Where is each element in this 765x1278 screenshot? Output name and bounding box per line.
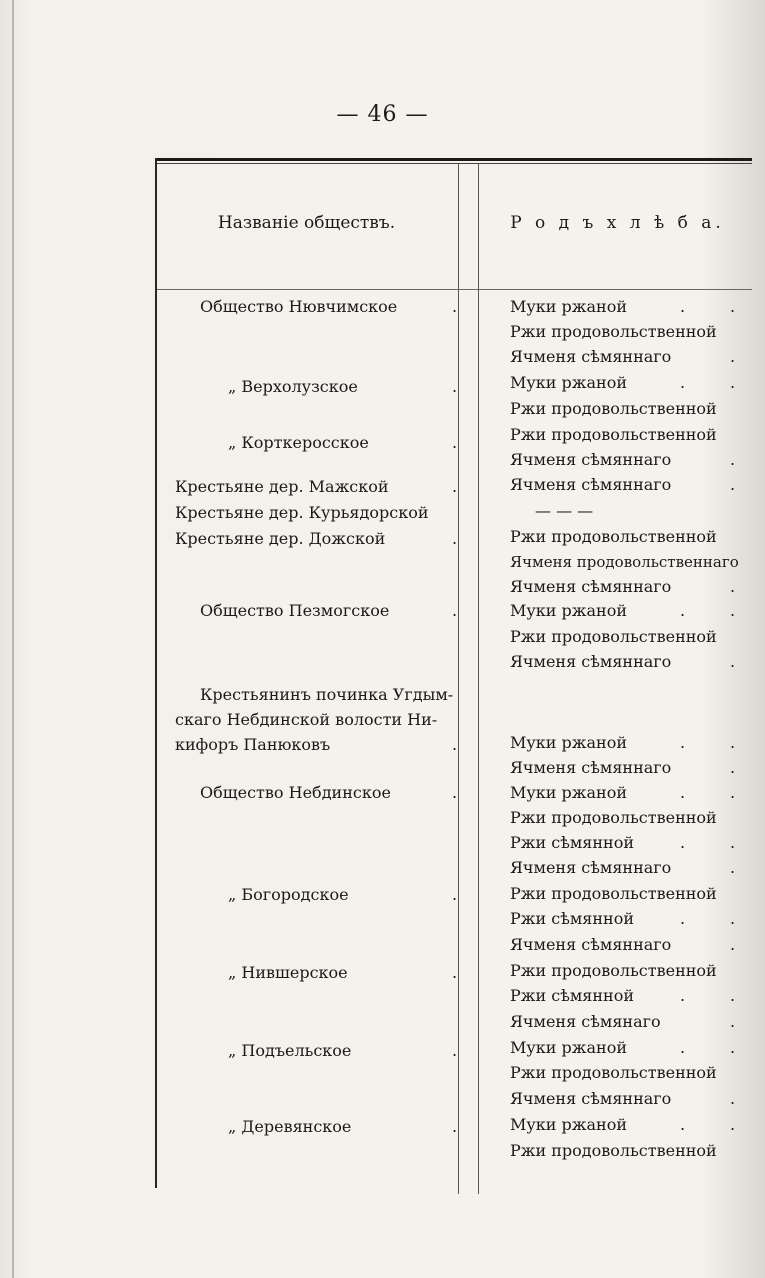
leader-dot: . <box>680 601 686 620</box>
leader-dot: . <box>730 858 736 877</box>
grain-type: Ржи продовольственной <box>510 808 717 827</box>
leader-dot: . <box>452 885 458 904</box>
society-name: „ Подъельское <box>228 1041 352 1060</box>
table-header-rule <box>155 289 752 290</box>
grain-type: Ячменя сѣмяннаго <box>510 858 672 877</box>
leader-dot: . <box>452 963 458 982</box>
leader-dot: . <box>452 433 458 452</box>
society-name: „ Нившерское <box>228 963 348 982</box>
grain-type: Ржи продовольственной <box>510 322 717 341</box>
grain-type: Муки ржаной <box>510 783 628 802</box>
leader-dot: . <box>680 909 686 928</box>
grain-type: Ячменя сѣмяннаго <box>510 935 672 954</box>
leader-dot: . <box>680 733 686 752</box>
leader-dot: . <box>730 758 736 777</box>
leader-dot: . <box>452 529 458 548</box>
leader-dot: . <box>730 833 736 852</box>
leader-dot: . <box>730 783 736 802</box>
grain-type-ditto: — — — <box>535 501 594 520</box>
grain-type: Ржи сѣмянной <box>510 833 635 852</box>
society-name: Общество Небдинское <box>200 783 391 802</box>
leader-dot: . <box>730 1012 736 1031</box>
table-column-divider-2 <box>478 164 479 1194</box>
leader-dot: . <box>680 783 686 802</box>
leader-dot: . <box>730 475 736 494</box>
grain-type: Ячменя сѣмяннаго <box>510 1089 672 1108</box>
grain-type: Ячменя сѣмяннаго <box>510 347 672 366</box>
grain-type: Ржи сѣмянной <box>510 986 635 1005</box>
leader-dot: . <box>730 1038 736 1057</box>
grain-type: Ржи продовольственной <box>510 1141 717 1160</box>
leader-dot: . <box>730 1089 736 1108</box>
leader-dot: . <box>730 986 736 1005</box>
leader-dot: . <box>730 909 736 928</box>
grain-type: Ячменя сѣмяннаго <box>510 577 672 596</box>
leader-dot: . <box>730 450 736 469</box>
leader-dot: . <box>452 1041 458 1060</box>
society-name: „ Деревянское <box>228 1117 352 1136</box>
grain-type: Ржи продовольственной <box>510 425 717 444</box>
grain-type: Муки ржаной <box>510 373 628 392</box>
society-name: Крестьяне дер. Дожской <box>175 529 386 548</box>
leader-dot: . <box>452 1117 458 1136</box>
leader-dot: . <box>680 373 686 392</box>
society-name: Общество Пезмогское <box>200 601 390 620</box>
grain-type: Ржи продовольственной <box>510 884 717 903</box>
grain-type: Ячменя продовольственнаго <box>510 553 739 571</box>
column-header-name: Названіе обществъ. <box>217 213 396 233</box>
leader-dot: . <box>730 1115 736 1134</box>
society-name: „ Верхолузское <box>228 377 358 396</box>
leader-dot: . <box>680 833 686 852</box>
leader-dot: . <box>680 1115 686 1134</box>
grain-type: Ржи продовольственной <box>510 961 717 980</box>
grain-type: Муки ржаной <box>510 297 628 316</box>
leader-dot: . <box>730 733 736 752</box>
grain-type: Муки ржаной <box>510 1115 628 1134</box>
table-left-border <box>155 158 157 1188</box>
leader-dot: . <box>730 601 736 620</box>
leader-dot: . <box>680 297 686 316</box>
society-name: Общество Нювчимское <box>200 297 398 316</box>
society-name: Крестьяне дер. Курьядорской <box>175 503 429 522</box>
leader-dot: . <box>452 297 458 316</box>
leader-dot: . <box>730 373 736 392</box>
table-top-rule-thin <box>155 163 752 164</box>
leader-dot: . <box>680 986 686 1005</box>
leader-dot: . <box>730 577 736 596</box>
table-column-divider <box>458 164 459 1194</box>
leader-dot: . <box>680 1038 686 1057</box>
grain-type: Муки ржаной <box>510 1038 628 1057</box>
grain-type: Ячменя сѣмяннаго <box>510 758 672 777</box>
grain-type: Ржи продовольственной <box>510 399 717 418</box>
leader-dot: . <box>452 601 458 620</box>
leader-dot: . <box>730 347 736 366</box>
society-name: „ Корткеросское <box>228 433 369 452</box>
leader-dot: . <box>452 477 458 496</box>
leader-dot: . <box>452 377 458 396</box>
grain-type: Муки ржаной <box>510 601 628 620</box>
grain-type: Муки ржаной <box>510 733 628 752</box>
leader-dot: . <box>730 297 736 316</box>
grain-type: Ржи сѣмянной <box>510 909 635 928</box>
page-spine-shadow <box>12 0 14 1278</box>
leader-dot: . <box>452 783 458 802</box>
society-name: Крестьянинъ починка Угдым- <box>200 685 454 704</box>
leader-dot: . <box>730 652 736 671</box>
grain-type: Ржи продовольственной <box>510 1063 717 1082</box>
society-name: „ Богородское <box>228 885 349 904</box>
grain-type: Ячменя сѣмяннаго <box>510 652 672 671</box>
column-header-grain-type: Р о д ъ х л ѣ б а. <box>510 213 725 233</box>
society-name: скаго Небдинской волости Ни- <box>175 710 438 729</box>
grain-type: Ячменя сѣмяннаго <box>510 450 672 469</box>
leader-dot: . <box>452 735 458 754</box>
society-name: Крестьяне дер. Мажской <box>175 477 389 496</box>
page-number: — 46 — <box>336 102 429 127</box>
grain-type: Ржи продовольственной <box>510 527 717 546</box>
leader-dot: . <box>730 935 736 954</box>
grain-type: Ячменя сѣмяннаго <box>510 475 672 494</box>
grain-type: Ржи продовольственной <box>510 627 717 646</box>
table-top-rule <box>155 158 752 161</box>
society-name: кифоръ Панюковъ <box>175 735 331 754</box>
grain-type: Ячменя сѣмянаго <box>510 1012 661 1031</box>
